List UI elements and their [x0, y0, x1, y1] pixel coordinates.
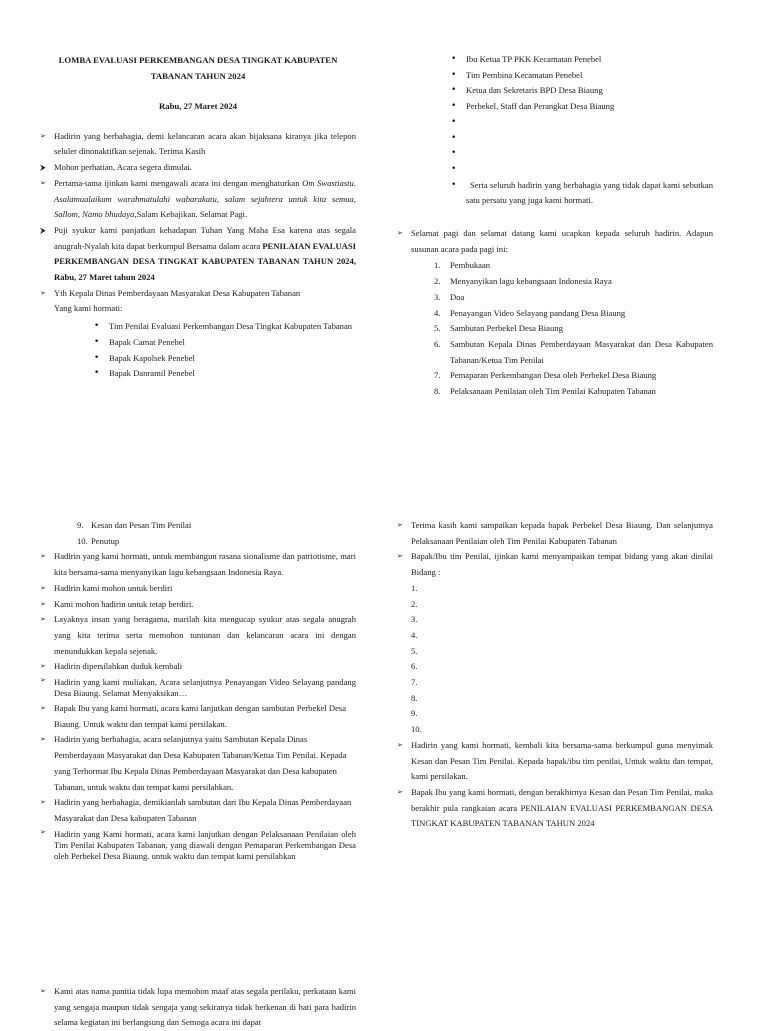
guest-item: [92, 335, 356, 351]
guest-item: [449, 99, 713, 115]
agenda-text: Pelaksanaan Penilaian oleh Tim Penilai Kabupaten Tabanan: [450, 386, 656, 397]
event-name-bold: PENILAIAN EVALUASI PERKEMBANGAN DESA TINGKAT KABUPATEN TABANAN TAHUN 2024, Rabu, 27 Maret tahun 2024: [54, 240, 356, 283]
honored-guests-label: Yang kami hormati:: [54, 303, 123, 314]
list-item-text: Pertama-tama ijinkan kami mengawali acara ini dengan menghaturkan: [54, 177, 303, 188]
list-item: [40, 597, 356, 613]
guest-list-left: [92, 319, 356, 382]
list-item-text: Bapak/Ibu tim Penilai, ijinkan kami menyampaikan tempat bidang yang akan dinilai Bidang :: [411, 551, 713, 578]
guest-item: [449, 68, 713, 84]
agenda-number: 6.: [434, 338, 441, 349]
guest-item: [449, 83, 713, 99]
document-title-line2: TABANAN TAHUN 2024: [150, 71, 246, 81]
guest-name: Ketua dan Sekretaris BPD Desa Biaung: [466, 85, 603, 96]
guest-list-right: [449, 52, 713, 209]
guest-item: [449, 131, 713, 147]
agenda-text: Sambutan Kepala Dinas Pemberdayaan Masyarakat dan Desa Kabupaten Tabanan/Ketua Tim Penilai: [450, 338, 713, 365]
agenda-item: [434, 258, 713, 274]
agenda-text: Sambutan Perbekel Desa Biaung: [450, 323, 563, 334]
list-item-text: Kami atas nama panitia tidak lupa memohon maaf atas segala perilaku, perkataan kami yang sengaja maupun tidak sengaja yang sekiranya tidak berkenan di hati para hadirin selama kegiatan ini berlangsung dan Semoga acara ini dapat: [54, 986, 356, 1028]
agenda-text: Kesan dan Pesan Tim Penilai: [91, 520, 192, 530]
list-item: [397, 518, 713, 549]
field-number: 1.: [411, 582, 418, 593]
field-number: 9.: [411, 708, 418, 719]
agenda-item: [434, 274, 713, 290]
agenda-list: [434, 258, 713, 399]
guest-name: Perbekel, Staff dan Perangkat Desa Biaung: [466, 101, 615, 112]
guest-item: [449, 146, 713, 162]
agenda-number: 4.: [434, 307, 441, 318]
closing-list: [397, 738, 713, 832]
guest-name: Tim Pembina Kecamatan Penebel: [466, 69, 583, 80]
field-number-item: [411, 722, 713, 738]
agenda-item: [77, 534, 356, 550]
list-item-text: Hadirin kami mohon untuk berdiri: [54, 582, 173, 593]
agenda-item: [434, 306, 713, 322]
agenda-item: [434, 384, 713, 400]
field-number: 10.: [411, 724, 422, 735]
list-item-text: Terima kasih kami sampaikan kepada bapak Perbekel Desa Biaung. Dan selanjutnya Pelaksanaan Penilaian oleh Tim Penilai Kabupaten Tabanan: [411, 520, 713, 546]
list-item: [40, 675, 356, 701]
list-item-text: Hadirin yang berbahagia, demikianlah sambutan dari Ibu Kepala Dinas Pemberdayaan Masyarakat dan Desa kabupaten Tabanan: [54, 797, 352, 823]
guest-name: Tim Penilai Evaluasi Perkembangan Desa Tingkat Kabupaten Tabanan: [109, 321, 353, 332]
list-item-text: Mohon perhatian, Acara segera dimulai.: [54, 162, 192, 173]
guest-name: Serta seluruh hadirin yang berbahagia yang tidak dapat kami sebutkan satu persatu yang juga kami hormati.: [466, 179, 713, 206]
list-item-text: Puji syukur kami panjatkan kehadapan Tuhan Yang Maha Esa karena atas segala anugrah-Nyalah kita dapat berkumpul Bersama dalam acara: [54, 224, 356, 251]
guest-name: Bapak Danramil Penebel: [109, 368, 195, 379]
field-number-item: [411, 581, 713, 597]
agenda-number: 2.: [434, 276, 441, 287]
agenda-item: [434, 337, 713, 368]
page1-right-column: [449, 52, 713, 209]
list-item-text: Hadirin yang kami hormati, untuk membangun rasana sionalisme dan patriotisme, mari kita bersama-sama menyanyikan lagu kebangsaan Indonesia Raya.: [54, 551, 356, 578]
agenda-number: 10.: [77, 535, 88, 546]
agenda-number: 8.: [434, 386, 441, 397]
agenda-text: Pembukaan: [450, 260, 491, 271]
field-number: 3.: [411, 614, 418, 625]
field-number: 7.: [411, 677, 418, 688]
field-number-item: [411, 691, 713, 707]
page1-left-column: [40, 52, 356, 382]
guest-name: Ibu Ketua TP PKK Kecamatan Penebel: [466, 54, 602, 64]
guest-item: [449, 115, 713, 131]
list-item: [40, 129, 356, 160]
guest-name: Bapak Kapolsek Penebel: [109, 352, 195, 363]
agenda-item: [434, 290, 713, 306]
agenda-list-continued: [77, 518, 356, 549]
page2-left-column: [40, 518, 356, 864]
agenda-text: Penutup: [91, 535, 120, 546]
list-item: [40, 659, 356, 675]
list-item: [397, 549, 713, 580]
list-item-text: Yth Kepala Dinas Pemberdayaan Masyarakat Desa Kabupaten Tabanan: [54, 287, 301, 298]
list-item-text: Hadirin yang berbahagia, demi kelancaran acara akan bijaksana kiranya jika telepon seluler dinonaktifkan sejenak. Terima Kasih: [54, 130, 356, 157]
greeting-list: [397, 226, 713, 257]
field-number-item: [411, 706, 713, 722]
agenda-text: Menyanyikan lagu kebangsaan Indonesia Raya: [450, 276, 612, 287]
field-number: 8.: [411, 692, 418, 703]
agenda-section: [397, 226, 713, 400]
document-date: Rabu, 27 Maret 2024: [158, 101, 238, 111]
list-item-text: Hadirin dipersilahkan duduk kembali: [54, 661, 183, 672]
agenda-number: 1.: [434, 260, 441, 271]
list-item: [40, 176, 356, 223]
guest-item: [92, 319, 356, 335]
list-item: [40, 701, 356, 732]
list-item: [40, 160, 356, 176]
field-number: 6.: [411, 661, 418, 672]
list-item-text: Hadirin yang kami muliakan, Acara selanjutnya Penayangan Video Selayang pandang Desa Biaung. Selamat Menyaksikan…: [54, 677, 356, 699]
list-item: [40, 732, 356, 795]
agenda-item: [434, 321, 713, 337]
guest-item: [92, 351, 356, 367]
guest-item: [449, 52, 713, 68]
list-item-text: Bapak Ibu yang kami hormati, dengan berakhirnya Kesan dan Pesan Tim Penilai, maka berakhir pula rangkaian acara PENILAIAN EVALUASI PERKEMBANGAN DESA TINGKAT KABUPATEN TABANAN TAHUN 2024: [411, 786, 713, 829]
agenda-text: Doa: [450, 291, 465, 302]
list-item-text: Hadirin yang berbahagia, acara selanjutnya yaitu Sambutan Kepala Dinas Pemberdayaan Masyarakat dan Desa Kabupaten Tabanan/Ketua Tim Penilai. Kepada yang Terhormat Ibu Kepala Dinas Pemberdayaan Masyarakat dan Desa kabupaten Tabanan, untuk waktu dan tempat kami persilahkan.: [54, 734, 347, 792]
field-number-item: [411, 628, 713, 644]
assessment-list: [397, 518, 713, 581]
list-item: [40, 223, 356, 286]
agenda-number: 7.: [434, 370, 441, 381]
list-item: [40, 549, 356, 580]
list-item-text: Selamat pagi dan selamat datang kami ucapkan kepada seluruh hadirin. Adapun susunan acara pada pagi ini:: [411, 228, 713, 254]
list-item: [397, 785, 713, 832]
agenda-number: 3.: [434, 291, 441, 302]
document-title-line1: LOMBA EVALUASI PERKEMBANGAN DESA TINGKAT KABUPATEN: [58, 55, 338, 65]
list-item-text: Kami mohon hadirin untuk tetap berdiri.: [54, 598, 194, 609]
field-number-item: [411, 644, 713, 660]
list-item: [397, 738, 713, 785]
list-item: [397, 226, 713, 257]
list-item-text: Hadirin yang kami hormati, kembali kita bersama-sama berkumpul guna menyimak Kesan dan Pesan Tim Penilai. Kepada bapak/ibu tim penilai, Untuk waktu dan tempat, kami persilakan.: [411, 739, 713, 782]
list-item: [40, 581, 356, 597]
list-item: [40, 827, 356, 864]
list-item-text: Layaknya insan yang beragama, marilah kita mengucap syukur atas segala anugrah yang kita terima serta memohon tuntunan dan kelancaran acara ini dengan menundukkan kepala sejenak.: [54, 614, 356, 656]
list-item-text: Salam Kebajikan. Selamat Pagi.: [136, 209, 248, 220]
event-script-list: [40, 549, 356, 863]
field-number: 5.: [411, 645, 418, 656]
field-number-item: [411, 597, 713, 613]
list-item-text: Bapak Ibu yang kami hormati, acara kami lanjutkan dengan sambutan Perbekel Desa Biaung. Untuk waktu dan tempat kami persilakan.: [54, 703, 347, 729]
agenda-text: Pemaparan Perkembangan Desa oleh Perbekel Desa Biaung: [450, 370, 657, 381]
guest-item: [92, 366, 356, 382]
page2-right-column: [397, 518, 713, 832]
greeting-italic-text: Om Swastiastu. Asalamualaikum warahmatulahi wabarakatu, salam sejahtera untuk kita semua, Sallom, Namo bhudaya,: [54, 177, 356, 220]
opening-list: [40, 129, 356, 302]
list-item-text: Hadirin yang Kami hormati, acara kami lanjutkan dengan Pelaksanaan Penilaian oleh Tim Penilai Kabupaten Tabanan, yang diawali dengan Pemaparan Perkembangan Desa oleh Perbekel Desa Biaung. untuk waktu dan tempat kami persilahkan: [54, 828, 356, 861]
field-number-item: [411, 675, 713, 691]
agenda-number: 5.: [434, 323, 441, 334]
field-number: 2.: [411, 598, 418, 609]
field-number: 4.: [411, 629, 418, 640]
list-item: [40, 795, 356, 826]
field-number-item: [411, 659, 713, 675]
guest-item: [449, 162, 713, 178]
agenda-text: Penayangan Video Selayang pandang Desa Biaung: [450, 307, 626, 318]
guest-name: Bapak Camat Penebel: [109, 336, 185, 347]
agenda-number: 9.: [77, 520, 84, 530]
agenda-item: [77, 518, 356, 534]
list-item: [40, 612, 356, 659]
field-number-item: [411, 612, 713, 628]
agenda-item: [434, 368, 713, 384]
guest-item: [449, 178, 713, 209]
field-number-list: [411, 581, 713, 738]
list-item: [40, 286, 356, 302]
